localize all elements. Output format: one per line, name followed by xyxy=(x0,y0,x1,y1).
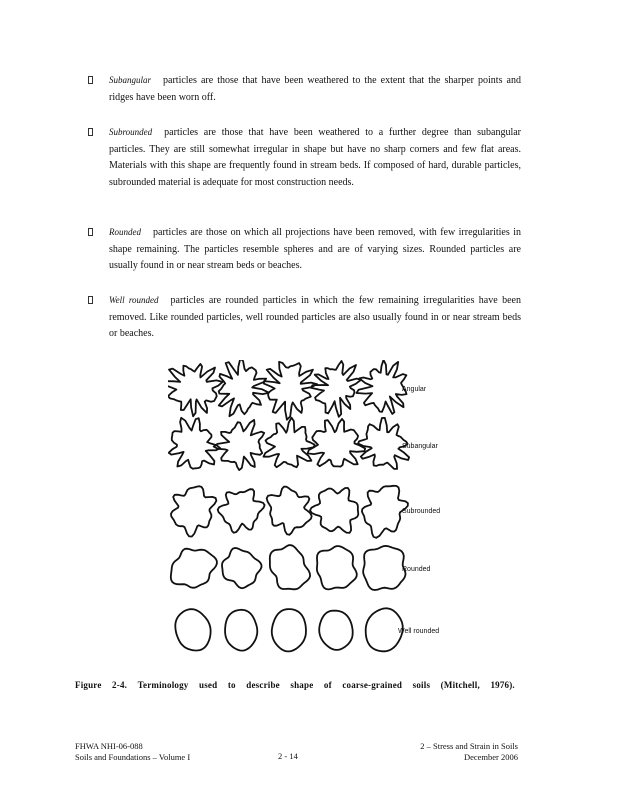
bullet-text: particles are those on which all projections have been removed, with few irregularities in shape remaining. The particles resemble spheres and are of varying sizes. Rounded particles are usually found in or near stream beds or beaches. xyxy=(109,227,521,271)
particle-outline xyxy=(264,362,317,420)
caption-word: soils xyxy=(412,680,431,690)
bullet-box-icon xyxy=(88,228,93,236)
term-rounded: Rounded xyxy=(109,227,141,237)
bullet-text: particles are those that have been weathered to the extent that the sharper points and ridges have been worn off. xyxy=(109,75,521,103)
shape-label: Angular xyxy=(402,386,427,393)
particle-outline xyxy=(214,420,265,470)
bullet-text: particles are those that have been weathered to a further degree than subangular particles. They are still somewhat irregular in shape but have no sharp corners and few flat areas. Materials with this shape are frequently found in stream beds. If composed of hard, durable particles, subrounded material is adequate for most construction needs. xyxy=(109,127,521,188)
caption-word: of xyxy=(323,680,332,690)
caption-word: used xyxy=(199,680,218,690)
caption-word: 1976). xyxy=(490,680,515,690)
shape-label: Subrounded xyxy=(402,508,441,515)
shape-label: Well rounded xyxy=(398,628,440,635)
particle-shapes-figure xyxy=(168,360,458,665)
particle-outline xyxy=(311,361,361,417)
term-well-rounded: Well rounded xyxy=(109,295,159,305)
particle-outline xyxy=(319,611,353,650)
particle-outline xyxy=(264,418,315,468)
particle-outline xyxy=(168,364,223,416)
particle-outline xyxy=(169,418,220,469)
caption-word: describe xyxy=(246,680,280,690)
footer-left xyxy=(75,741,190,762)
bullet-box-icon xyxy=(88,128,93,136)
particle-outline xyxy=(175,609,210,650)
particle-outline xyxy=(222,548,262,588)
particle-outline xyxy=(171,549,217,588)
footer-date: December 2006 xyxy=(463,751,518,762)
particle-outline xyxy=(171,486,216,536)
figure-caption xyxy=(75,680,515,690)
particle-outline xyxy=(357,360,407,414)
footer-doc-id: FHWA NHI-06-088 xyxy=(75,741,143,751)
term-subangular: Subangular xyxy=(109,75,152,85)
particle-outline xyxy=(310,488,358,533)
caption-word: Figure xyxy=(75,680,102,690)
particle-outline xyxy=(267,487,312,535)
caption-word: 2-4. xyxy=(112,680,128,690)
caption-word: (Mitchell, xyxy=(440,680,480,690)
particle-outline xyxy=(363,546,405,590)
particle-outline xyxy=(317,546,357,589)
caption-word: Terminology xyxy=(137,680,189,690)
particle-outline xyxy=(270,545,310,589)
shape-label: Subangular xyxy=(402,443,438,450)
page-number: 2 - 14 xyxy=(278,751,298,761)
particle-outline xyxy=(308,419,366,467)
particle-outline xyxy=(219,360,269,416)
footer-chapter: 2 – Stress and Strain in Soils xyxy=(420,741,518,751)
footer-right xyxy=(400,741,518,762)
particle-outline xyxy=(362,486,408,538)
footer-doc-title: Soils and Foundations – Volume I xyxy=(75,751,191,762)
bullet-text: particles are rounded particles in which the few remaining irregularities have been removed. Like rounded particles, well rounded particles are also usually found in or near stream beds or beaches. xyxy=(109,295,521,339)
particle-outline xyxy=(272,609,306,651)
caption-word: coarse-grained xyxy=(342,680,403,690)
caption-word: shape xyxy=(290,680,314,690)
bullet-box-icon xyxy=(88,296,93,304)
bullet-box-icon xyxy=(88,76,93,84)
particle-outline xyxy=(225,610,257,651)
caption-word: to xyxy=(227,680,236,690)
particle-outline xyxy=(218,489,265,533)
term-subrounded: Subrounded xyxy=(109,127,153,137)
shape-label: Rounded xyxy=(402,566,431,573)
